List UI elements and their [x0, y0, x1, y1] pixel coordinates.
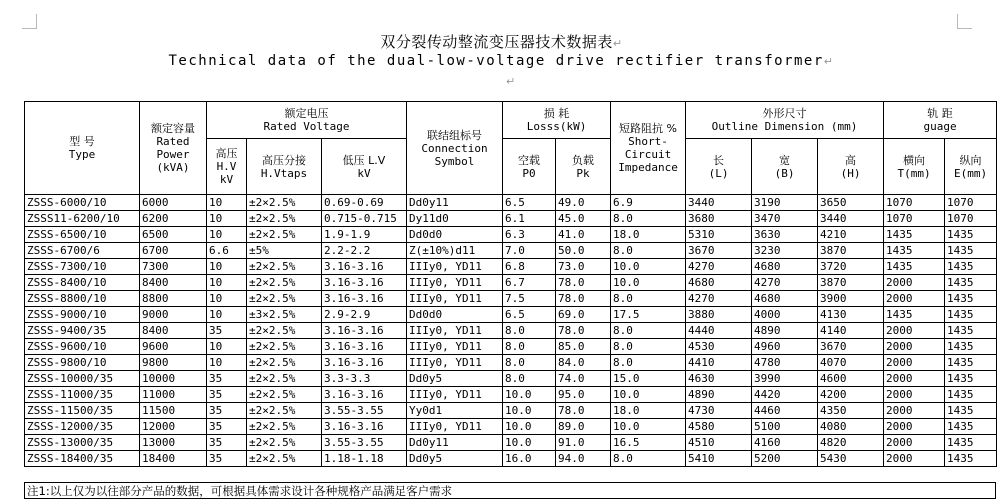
cell-type: ZSSS-7300/10 — [25, 259, 140, 275]
cell-rated-power: 8400 — [140, 323, 207, 339]
cell-no-load-loss: 16.0 — [503, 451, 556, 467]
cell-load-loss: 78.0 — [556, 323, 611, 339]
cell-impedance: 8.0 — [611, 339, 686, 355]
cell-lv: 3.16-3.16 — [322, 291, 407, 307]
header-height: 高 (H) — [818, 139, 884, 195]
header-width: 宽 (B) — [752, 139, 818, 195]
cell-hv-taps: ±2×2.5% — [247, 211, 322, 227]
cell-hv-taps: ±2×2.5% — [247, 339, 322, 355]
cell-longitudinal: 1435 — [945, 355, 997, 371]
cell-type: ZSSS-18400/35 — [25, 451, 140, 467]
header-no-load-loss: 空载 P0 — [503, 139, 556, 195]
cell-load-loss: 95.0 — [556, 387, 611, 403]
cell-width: 4000 — [752, 307, 818, 323]
cell-hv-taps: ±2×2.5% — [247, 259, 322, 275]
cell-type: ZSSS-8400/10 — [25, 275, 140, 291]
cell-width: 4680 — [752, 259, 818, 275]
cell-height: 5430 — [818, 451, 884, 467]
cell-rated-power: 13000 — [140, 435, 207, 451]
cell-length: 3680 — [686, 211, 752, 227]
cell-longitudinal: 1435 — [945, 307, 997, 323]
cell-hv: 35 — [207, 451, 247, 467]
cell-longitudinal: 1435 — [945, 371, 997, 387]
cell-connection: IIIy0, YD11 — [407, 259, 503, 275]
cell-rated-power: 10000 — [140, 371, 207, 387]
table-row — [25, 403, 997, 419]
header-gauge: 轨 距 guage — [884, 102, 997, 139]
cell-rated-power: 6000 — [140, 195, 207, 211]
cell-connection: Dd0d0 — [407, 227, 503, 243]
crop-mark-top-left — [22, 14, 37, 29]
cell-hv-taps: ±2×2.5% — [247, 291, 322, 307]
cell-hv-taps: ±2×2.5% — [247, 355, 322, 371]
cell-hv: 10 — [207, 227, 247, 243]
cell-hv-taps: ±2×2.5% — [247, 387, 322, 403]
cell-length: 5310 — [686, 227, 752, 243]
cell-no-load-loss: 10.0 — [503, 403, 556, 419]
cell-height: 4070 — [818, 355, 884, 371]
cell-lv: 3.55-3.55 — [322, 435, 407, 451]
cell-connection: IIIy0, YD11 — [407, 387, 503, 403]
cell-no-load-loss: 8.0 — [503, 339, 556, 355]
header-load-loss: 负载 Pk — [556, 139, 611, 195]
crop-mark-top-right — [957, 14, 972, 29]
cell-connection: Yy0d1 — [407, 403, 503, 419]
cell-transverse: 1435 — [884, 307, 945, 323]
cell-transverse: 1435 — [884, 259, 945, 275]
cell-type: ZSSS11-6200/10 — [25, 211, 140, 227]
header-transverse-gauge: 横向 T(mm) — [884, 139, 945, 195]
header-impedance: 短路阻抗 % Short- Circuit Impedance — [611, 102, 686, 195]
cell-impedance: 8.0 — [611, 323, 686, 339]
header-hv: 高压 H.V kV — [207, 139, 247, 195]
cell-height: 3440 — [818, 211, 884, 227]
cell-impedance: 17.5 — [611, 307, 686, 323]
table-row — [25, 323, 997, 339]
table-row — [25, 275, 997, 291]
table-row — [25, 419, 997, 435]
cell-height: 4140 — [818, 323, 884, 339]
cell-hv: 35 — [207, 419, 247, 435]
cell-impedance: 8.0 — [611, 451, 686, 467]
cell-type: ZSSS-8800/10 — [25, 291, 140, 307]
cell-rated-power: 9600 — [140, 339, 207, 355]
cell-connection: IIIy0, YD11 — [407, 419, 503, 435]
cell-lv: 2.9-2.9 — [322, 307, 407, 323]
cell-longitudinal: 1435 — [945, 403, 997, 419]
cell-longitudinal: 1435 — [945, 275, 997, 291]
table-row — [25, 435, 997, 451]
cell-load-loss: 74.0 — [556, 371, 611, 387]
cell-rated-power: 6200 — [140, 211, 207, 227]
cell-impedance: 8.0 — [611, 243, 686, 259]
cell-transverse: 2000 — [884, 403, 945, 419]
cell-connection: Dd0d0 — [407, 307, 503, 323]
cell-no-load-loss: 6.7 — [503, 275, 556, 291]
cell-connection: Dd0y11 — [407, 195, 503, 211]
table-row — [25, 227, 997, 243]
cell-height: 3650 — [818, 195, 884, 211]
cell-hv-taps: ±2×2.5% — [247, 451, 322, 467]
cell-load-loss: 69.0 — [556, 307, 611, 323]
paragraph-mark-icon: ↵ — [823, 55, 835, 68]
cell-type: ZSSS-6500/10 — [25, 227, 140, 243]
cell-longitudinal: 1070 — [945, 211, 997, 227]
cell-length: 3440 — [686, 195, 752, 211]
cell-type: ZSSS-12000/35 — [25, 419, 140, 435]
cell-load-loss: 41.0 — [556, 227, 611, 243]
cell-no-load-loss: 8.0 — [503, 323, 556, 339]
cell-lv: 1.9-1.9 — [322, 227, 407, 243]
cell-connection: IIIy0, YD11 — [407, 323, 503, 339]
cell-hv-taps: ±3×2.5% — [247, 307, 322, 323]
cell-no-load-loss: 10.0 — [503, 435, 556, 451]
cell-height: 4210 — [818, 227, 884, 243]
cell-no-load-loss: 10.0 — [503, 419, 556, 435]
cell-type: ZSSS-11000/35 — [25, 387, 140, 403]
cell-hv: 10 — [207, 355, 247, 371]
cell-no-load-loss: 6.1 — [503, 211, 556, 227]
cell-longitudinal: 1435 — [945, 291, 997, 307]
cell-transverse: 2000 — [884, 291, 945, 307]
cell-width: 5100 — [752, 419, 818, 435]
cell-length: 4580 — [686, 419, 752, 435]
table-row — [25, 339, 997, 355]
cell-width: 4680 — [752, 291, 818, 307]
cell-connection: Dy11d0 — [407, 211, 503, 227]
cell-width: 4780 — [752, 355, 818, 371]
cell-hv-taps: ±2×2.5% — [247, 435, 322, 451]
cell-type: ZSSS-9400/35 — [25, 323, 140, 339]
cell-rated-power: 11500 — [140, 403, 207, 419]
cell-width: 3470 — [752, 211, 818, 227]
cell-load-loss: 89.0 — [556, 419, 611, 435]
cell-rated-power: 9000 — [140, 307, 207, 323]
cell-transverse: 1435 — [884, 227, 945, 243]
cell-type: ZSSS-6000/10 — [25, 195, 140, 211]
cell-type: ZSSS-13000/35 — [25, 435, 140, 451]
cell-load-loss: 78.0 — [556, 291, 611, 307]
table-row — [25, 371, 997, 387]
cell-lv: 2.2-2.2 — [322, 243, 407, 259]
cell-length: 4410 — [686, 355, 752, 371]
cell-transverse: 2000 — [884, 355, 945, 371]
cell-width: 4160 — [752, 435, 818, 451]
cell-hv: 10 — [207, 259, 247, 275]
cell-lv: 0.715-0.715 — [322, 211, 407, 227]
cell-height: 4820 — [818, 435, 884, 451]
cell-length: 4510 — [686, 435, 752, 451]
cell-transverse: 2000 — [884, 387, 945, 403]
cell-connection: Dd0y11 — [407, 435, 503, 451]
cell-lv: 3.16-3.16 — [322, 275, 407, 291]
cell-height: 3900 — [818, 291, 884, 307]
cell-hv: 6.6 — [207, 243, 247, 259]
cell-impedance: 6.9 — [611, 195, 686, 211]
cell-rated-power: 6700 — [140, 243, 207, 259]
cell-length: 4730 — [686, 403, 752, 419]
cell-type: ZSSS-6700/6 — [25, 243, 140, 259]
header-rated-capacity: 额定容量 Rated Power (kVA) — [140, 102, 207, 195]
table-row — [25, 211, 997, 227]
cell-impedance: 16.5 — [611, 435, 686, 451]
cell-length: 4270 — [686, 291, 752, 307]
table-row — [25, 243, 997, 259]
cell-connection: Z(±10%)d11 — [407, 243, 503, 259]
cell-longitudinal: 1435 — [945, 451, 997, 467]
cell-type: ZSSS-11500/35 — [25, 403, 140, 419]
cell-transverse: 1070 — [884, 195, 945, 211]
cell-height: 3870 — [818, 243, 884, 259]
cell-hv: 10 — [207, 195, 247, 211]
cell-transverse: 2000 — [884, 419, 945, 435]
cell-no-load-loss: 6.5 — [503, 195, 556, 211]
table-row — [25, 195, 997, 211]
cell-load-loss: 91.0 — [556, 435, 611, 451]
paragraph-mark-icon: ↵ — [506, 75, 516, 88]
document-title-chinese: 双分裂传动整流变压器技术数据表↵ — [380, 33, 623, 51]
table-row — [25, 259, 997, 275]
cell-height: 3720 — [818, 259, 884, 275]
cell-connection: IIIy0, YD11 — [407, 291, 503, 307]
cell-type: ZSSS-9800/10 — [25, 355, 140, 371]
cell-impedance: 8.0 — [611, 291, 686, 307]
cell-transverse: 2000 — [884, 323, 945, 339]
header-length: 长 (L) — [686, 139, 752, 195]
cell-longitudinal: 1435 — [945, 227, 997, 243]
header-outline-dimension: 外形尺寸 Outline Dimension (mm) — [686, 102, 884, 139]
footnote: 注1:以上仅为以往部分产品的数据，可根据具体需求设计各种规格产品满足客户需求 — [24, 482, 996, 499]
cell-lv: 3.16-3.16 — [322, 339, 407, 355]
cell-rated-power: 9800 — [140, 355, 207, 371]
cell-lv: 3.16-3.16 — [322, 323, 407, 339]
cell-length: 4530 — [686, 339, 752, 355]
cell-hv: 10 — [207, 211, 247, 227]
cell-impedance: 15.0 — [611, 371, 686, 387]
cell-transverse: 2000 — [884, 275, 945, 291]
cell-type: ZSSS-9000/10 — [25, 307, 140, 323]
cell-impedance: 10.0 — [611, 387, 686, 403]
cell-hv: 10 — [207, 339, 247, 355]
cell-connection: IIIy0, YD11 — [407, 355, 503, 371]
cell-width: 4270 — [752, 275, 818, 291]
header-longitudinal-gauge: 纵向 E(mm) — [945, 139, 997, 195]
cell-load-loss: 78.0 — [556, 403, 611, 419]
cell-hv: 10 — [207, 307, 247, 323]
document-title-english: Technical data of the dual-low-voltage drive rectifier transformer↵ — [168, 53, 835, 69]
cell-type: ZSSS-10000/35 — [25, 371, 140, 387]
cell-height: 4600 — [818, 371, 884, 387]
cell-load-loss: 84.0 — [556, 355, 611, 371]
cell-load-loss: 85.0 — [556, 339, 611, 355]
cell-rated-power: 18400 — [140, 451, 207, 467]
cell-longitudinal: 1435 — [945, 243, 997, 259]
cell-no-load-loss: 7.0 — [503, 243, 556, 259]
cell-length: 4630 — [686, 371, 752, 387]
cell-lv: 3.3-3.3 — [322, 371, 407, 387]
cell-lv: 3.16-3.16 — [322, 419, 407, 435]
header-losses: 损 耗 Losss(kW) — [503, 102, 611, 139]
cell-impedance: 8.0 — [611, 211, 686, 227]
cell-hv: 10 — [207, 275, 247, 291]
cell-width: 4420 — [752, 387, 818, 403]
header-type: 型 号 Type — [25, 102, 140, 195]
cell-rated-power: 8800 — [140, 291, 207, 307]
cell-longitudinal: 1435 — [945, 339, 997, 355]
table-row — [25, 451, 997, 467]
cell-width: 3990 — [752, 371, 818, 387]
cell-load-loss: 78.0 — [556, 275, 611, 291]
cell-no-load-loss: 8.0 — [503, 371, 556, 387]
cell-hv-taps: ±2×2.5% — [247, 403, 322, 419]
cell-width: 4960 — [752, 339, 818, 355]
cell-length: 4440 — [686, 323, 752, 339]
cell-hv-taps: ±5% — [247, 243, 322, 259]
cell-lv: 3.16-3.16 — [322, 387, 407, 403]
cell-no-load-loss: 10.0 — [503, 387, 556, 403]
table-row — [25, 307, 997, 323]
cell-rated-power: 11000 — [140, 387, 207, 403]
cell-hv-taps: ±2×2.5% — [247, 419, 322, 435]
cell-connection: IIIy0, YD11 — [407, 275, 503, 291]
cell-length: 3880 — [686, 307, 752, 323]
cell-width: 3630 — [752, 227, 818, 243]
cell-length: 5410 — [686, 451, 752, 467]
paragraph-mark-icon: ↵ — [612, 37, 623, 50]
cell-no-load-loss: 6.5 — [503, 307, 556, 323]
cell-no-load-loss: 6.8 — [503, 259, 556, 275]
transformer-data-table — [24, 101, 997, 467]
cell-impedance: 18.0 — [611, 403, 686, 419]
cell-length: 3670 — [686, 243, 752, 259]
table-row — [25, 291, 997, 307]
cell-hv-taps: ±2×2.5% — [247, 371, 322, 387]
cell-impedance: 10.0 — [611, 419, 686, 435]
cell-longitudinal: 1435 — [945, 435, 997, 451]
cell-longitudinal: 1435 — [945, 259, 997, 275]
cell-transverse: 1070 — [884, 211, 945, 227]
header-connection-symbol: 联结组标号 Connection Symbol — [407, 102, 503, 195]
cell-connection: Dd0y5 — [407, 451, 503, 467]
cell-impedance: 10.0 — [611, 275, 686, 291]
cell-connection: Dd0y5 — [407, 371, 503, 387]
cell-width: 5200 — [752, 451, 818, 467]
cell-lv: 3.16-3.16 — [322, 355, 407, 371]
cell-transverse: 2000 — [884, 451, 945, 467]
cell-transverse: 1435 — [884, 243, 945, 259]
cell-hv-taps: ±2×2.5% — [247, 195, 322, 211]
cell-longitudinal: 1435 — [945, 387, 997, 403]
cell-hv-taps: ±2×2.5% — [247, 323, 322, 339]
cell-hv-taps: ±2×2.5% — [247, 227, 322, 243]
cell-hv: 35 — [207, 403, 247, 419]
cell-height: 4350 — [818, 403, 884, 419]
cell-transverse: 2000 — [884, 435, 945, 451]
cell-length: 4890 — [686, 387, 752, 403]
cell-width: 3230 — [752, 243, 818, 259]
cell-no-load-loss: 6.3 — [503, 227, 556, 243]
cell-height: 3670 — [818, 339, 884, 355]
cell-hv: 35 — [207, 371, 247, 387]
cell-no-load-loss: 7.5 — [503, 291, 556, 307]
cell-length: 4680 — [686, 275, 752, 291]
cell-hv: 35 — [207, 323, 247, 339]
cell-load-loss: 94.0 — [556, 451, 611, 467]
cell-height: 4130 — [818, 307, 884, 323]
cell-load-loss: 45.0 — [556, 211, 611, 227]
cell-transverse: 2000 — [884, 339, 945, 355]
cell-lv: 3.16-3.16 — [322, 259, 407, 275]
cell-rated-power: 6500 — [140, 227, 207, 243]
cell-load-loss: 49.0 — [556, 195, 611, 211]
cell-load-loss: 50.0 — [556, 243, 611, 259]
cell-length: 4270 — [686, 259, 752, 275]
cell-impedance: 18.0 — [611, 227, 686, 243]
cell-width: 4890 — [752, 323, 818, 339]
cell-hv: 10 — [207, 291, 247, 307]
cell-hv-taps: ±2×2.5% — [247, 275, 322, 291]
cell-height: 4080 — [818, 419, 884, 435]
cell-transverse: 2000 — [884, 371, 945, 387]
cell-rated-power: 12000 — [140, 419, 207, 435]
header-hv-taps: 高压分接 H.Vtaps — [247, 139, 322, 195]
cell-longitudinal: 1070 — [945, 195, 997, 211]
header-lv: 低压 L.V kV — [322, 139, 407, 195]
cell-hv: 35 — [207, 435, 247, 451]
cell-hv: 35 — [207, 387, 247, 403]
table-row — [25, 387, 997, 403]
cell-longitudinal: 1435 — [945, 323, 997, 339]
cell-height: 4200 — [818, 387, 884, 403]
cell-longitudinal: 1435 — [945, 419, 997, 435]
header-rated-voltage: 额定电压 Rated Voltage — [207, 102, 407, 139]
cell-impedance: 10.0 — [611, 259, 686, 275]
table-body — [25, 195, 997, 467]
cell-lv: 1.18-1.18 — [322, 451, 407, 467]
cell-rated-power: 8400 — [140, 275, 207, 291]
cell-width: 4460 — [752, 403, 818, 419]
cell-lv: 3.55-3.55 — [322, 403, 407, 419]
cell-type: ZSSS-9600/10 — [25, 339, 140, 355]
cell-no-load-loss: 8.0 — [503, 355, 556, 371]
cell-width: 3190 — [752, 195, 818, 211]
cell-connection: IIIy0, YD11 — [407, 339, 503, 355]
cell-rated-power: 7300 — [140, 259, 207, 275]
cell-impedance: 8.0 — [611, 355, 686, 371]
table-row — [25, 355, 997, 371]
cell-height: 3870 — [818, 275, 884, 291]
cell-load-loss: 73.0 — [556, 259, 611, 275]
cell-lv: 0.69-0.69 — [322, 195, 407, 211]
